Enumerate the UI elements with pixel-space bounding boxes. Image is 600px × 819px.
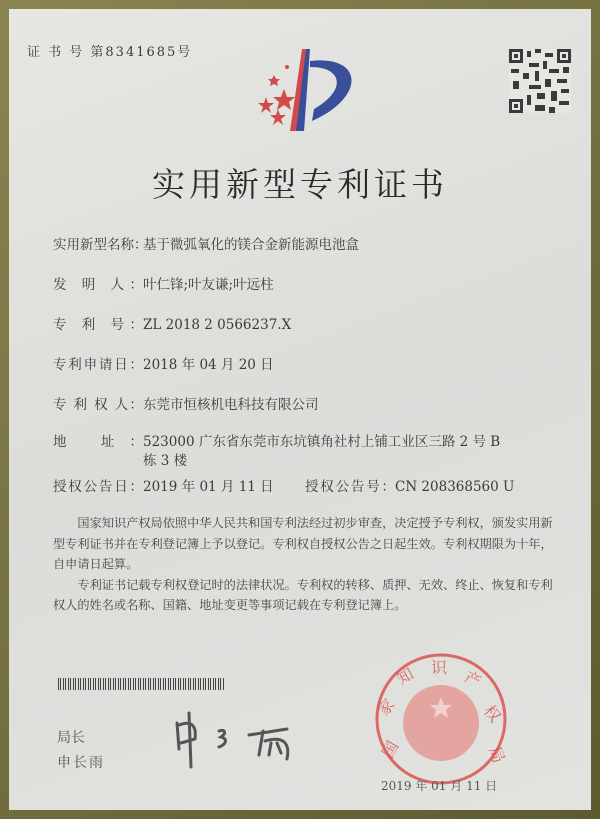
qr-code — [509, 49, 571, 113]
svg-text:国: 国 — [378, 737, 403, 761]
director-title: 局长 — [57, 730, 85, 746]
director-name: 申长雨 — [57, 755, 105, 771]
certificate-paper — [9, 9, 591, 810]
field-announcement-number — [305, 475, 514, 495]
field-utility-model-name — [53, 233, 359, 253]
field-address — [53, 433, 500, 471]
field-value: 523000 广东省东莞市东坑镇角社村上铺工业区三路 2 号 B — [143, 434, 501, 450]
field-label: 授权公告号： — [305, 479, 395, 495]
field-label: 实用新型名称： — [53, 237, 148, 253]
certificate-number: 证 书 号 第8341685号 — [27, 45, 193, 60]
field-value-line2: 栋 3 楼 — [143, 453, 188, 469]
legal-notice — [53, 513, 563, 616]
field-label: 授权公告日： — [53, 479, 143, 495]
field-label: 专利申请日： — [53, 357, 143, 373]
official-seal — [369, 651, 514, 791]
cnipa-logo — [254, 47, 364, 137]
field-value: 2019 年 01 月 11 日 — [143, 479, 274, 495]
notice-paragraph: 专利证书记载专利权登记时的法律状况。专利权的转移、质押、无效、终止、恢复和专利权人的姓名或名称、国籍、地址变更等事项记载在专利登记簿上。 — [53, 577, 553, 612]
field-value: CN 208368560 U — [395, 479, 515, 495]
svg-text:局: 局 — [485, 743, 509, 766]
field-value: ZL 2018 2 0566237.X — [143, 317, 292, 333]
svg-text:识: 识 — [431, 658, 448, 677]
barcode — [58, 678, 225, 690]
field-patentee — [53, 393, 319, 413]
director-signature — [169, 709, 309, 769]
field-patent-number — [53, 313, 291, 333]
svg-text:产: 产 — [461, 667, 484, 692]
field-label: 发 明 人： — [53, 277, 143, 293]
field-application-date — [53, 353, 274, 373]
field-value: 2018 年 04 月 20 日 — [143, 357, 274, 373]
seal-date: 2019 年 01 月 11 日 — [381, 779, 498, 793]
svg-text:权: 权 — [479, 701, 505, 726]
field-label: 专 利 权 人： — [53, 397, 143, 413]
page-title: 实用新型专利证书 — [152, 165, 448, 204]
svg-text:家: 家 — [373, 695, 399, 720]
field-value: 基于微弧氧化的镁合金新能源电池盒 — [143, 237, 359, 253]
notice-paragraph: 国家知识产权局依照中华人民共和国专利法经过初步审查，决定授予专利权，颁发实用新型专利证书并在专利登记簿上予以登记。专利权自授权公告之日起生效。专利权期限为十年，自申请日起算。 — [53, 516, 553, 571]
field-value: 叶仁锋;叶友谦;叶远柱 — [143, 277, 274, 293]
field-label: 地 址： — [53, 434, 143, 450]
field-inventors — [53, 273, 274, 293]
svg-text:知: 知 — [393, 664, 417, 689]
field-grant-date — [53, 475, 274, 495]
field-value: 东莞市恒核机电科技有限公司 — [143, 397, 319, 413]
field-label: 专 利 号： — [53, 317, 143, 333]
